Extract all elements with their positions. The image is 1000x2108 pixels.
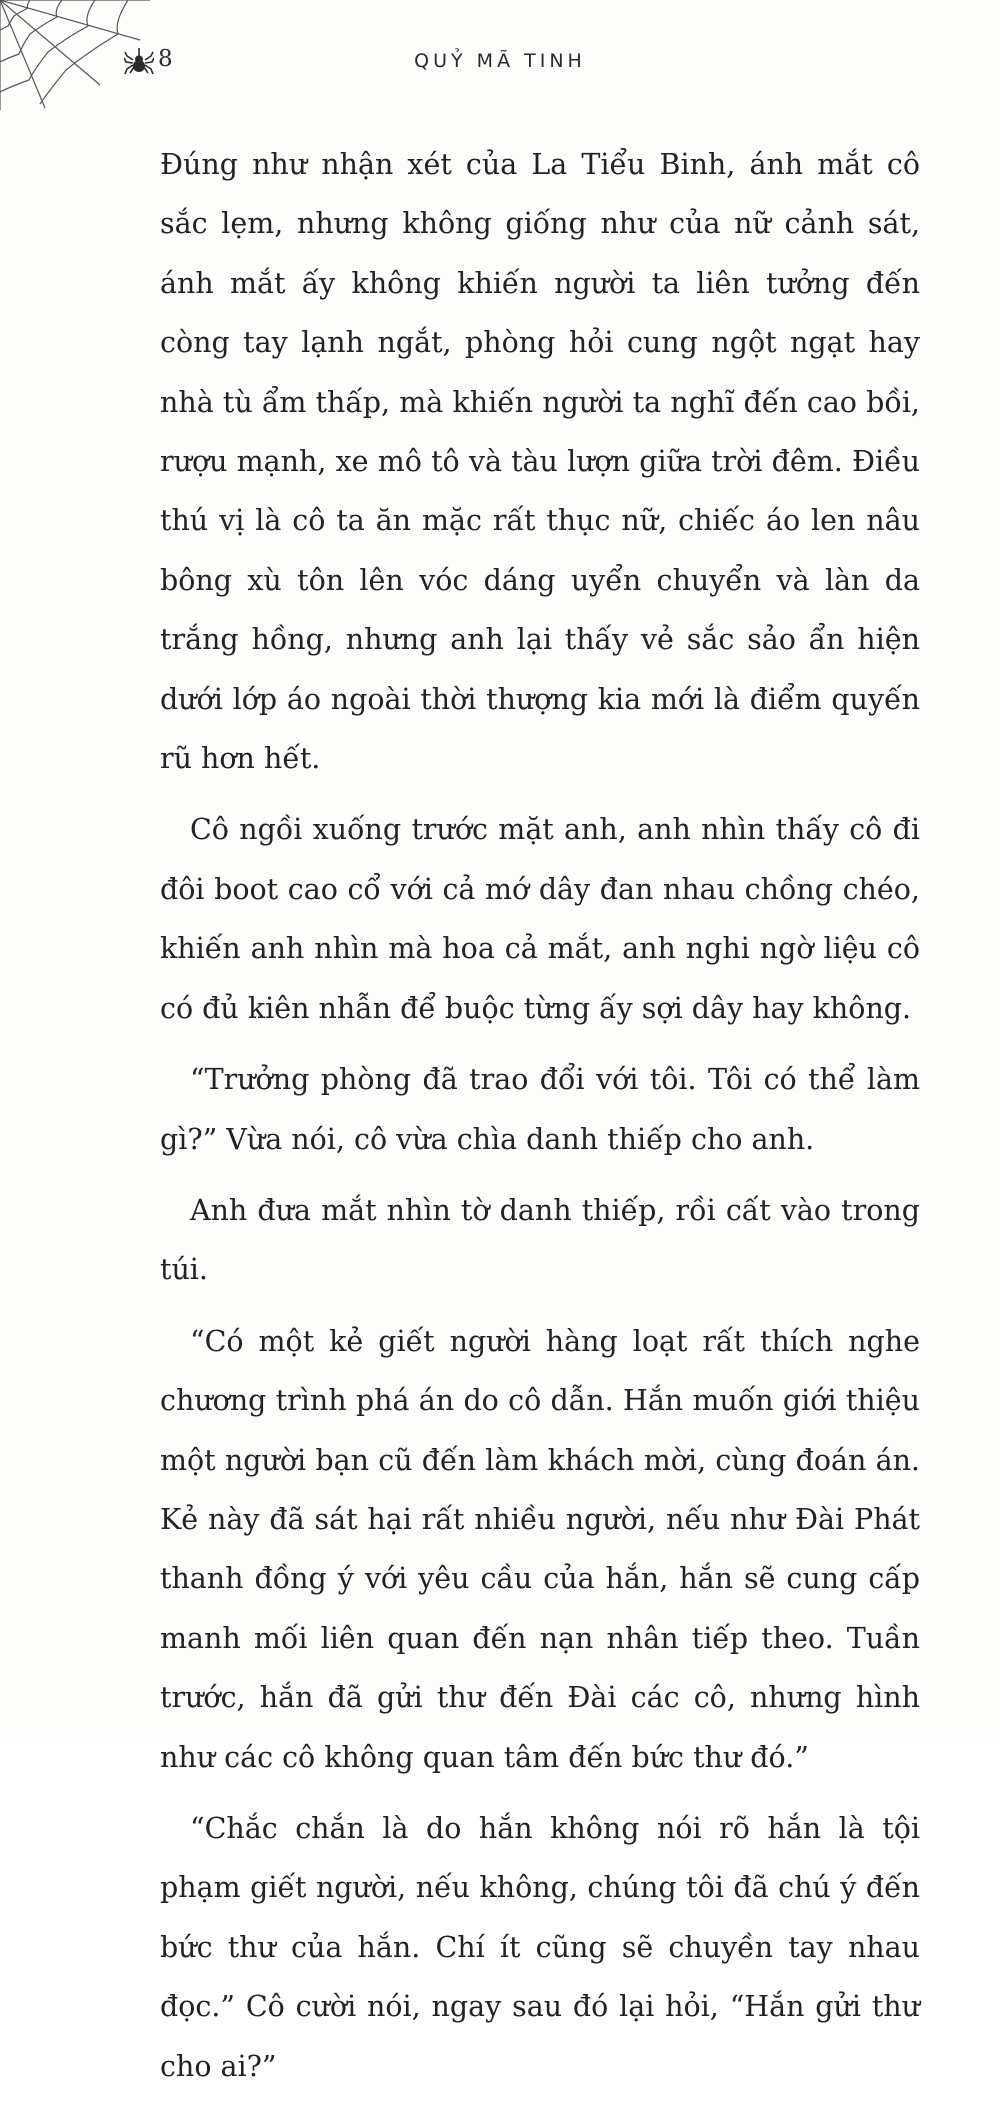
paragraph: “Chắc chắn là do hắn không nói rõ hắn là tội phạm giết người, nếu không, chúng tôi đã chú ý đến bức thư của hắn. Chí ít cũng sẽ chuyền tay nhau đọc.” Cô cười nói, ngay sau đó lại hỏi, “Hắn gửi thư cho ai?” (160, 1811, 920, 2083)
paragraph: Đúng như nhận xét của La Tiểu Binh, ánh mắt cô sắc lẹm, nhưng không giống như của nữ cảnh sát, ánh mắt ấy không khiến người ta liên tưởng đến còng tay lạnh ngắt, phòng hỏi cung ngột ngạt hay nhà tù ẩm thấp, mà khiến người ta nghĩ đến cao bồi, rượu mạnh, xe mô tô và tàu lượn giữa trời đêm. Điều thú vị là cô ta ăn mặc rất thục nữ, chiếc áo len nâu bông xù tôn lên vóc dáng uyển chuyển và làn da trắng hồng, nhưng anh lại thấy vẻ sắc sảo ẩn hiện dưới lớp áo ngoài thời thượng kia mới là điểm quyến rũ hơn hết. (160, 148, 920, 776)
paragraph: Cô ngồi xuống trước mặt anh, anh nhìn thấy cô đi đôi boot cao cổ với cả mớ dây đan nhau chồng chéo, khiến anh nhìn mà hoa cả mắt, anh nghi ngờ liệu cô có đủ kiên nhẫn để buộc từng ấy sợi dây hay không. (160, 813, 920, 1025)
page-number: 8 (158, 46, 173, 72)
page-header (0, 44, 1000, 84)
paragraph: “Trưởng phòng đã trao đổi với tôi. Tôi có thể làm gì?” Vừa nói, cô vừa chìa danh thiếp cho anh. (160, 1063, 920, 1156)
body-text (160, 135, 920, 2108)
paragraph: Anh đưa mắt nhìn tờ danh thiếp, rồi cất vào trong túi. (160, 1193, 920, 1287)
paragraph: “Có một kẻ giết người hàng loạt rất thích nghe chương trình phá án do cô dẫn. Hắn muốn giới thiệu một người bạn cũ đến làm khách mời, cùng đoán án. Kẻ này đã sát hại rất nhiều người, nếu như Đài Phát thanh đồng ý với yêu cầu của hắn, hắn sẽ cung cấp manh mối liên quan đến nạn nhân tiếp theo. Tuần trước, hắn đã gửi thư đến Đài các cô, nhưng hình như các cô không quan tâm đến bức thư đó.” (160, 1324, 920, 1774)
running-title: QUỶ MÃ TINH (414, 50, 586, 72)
